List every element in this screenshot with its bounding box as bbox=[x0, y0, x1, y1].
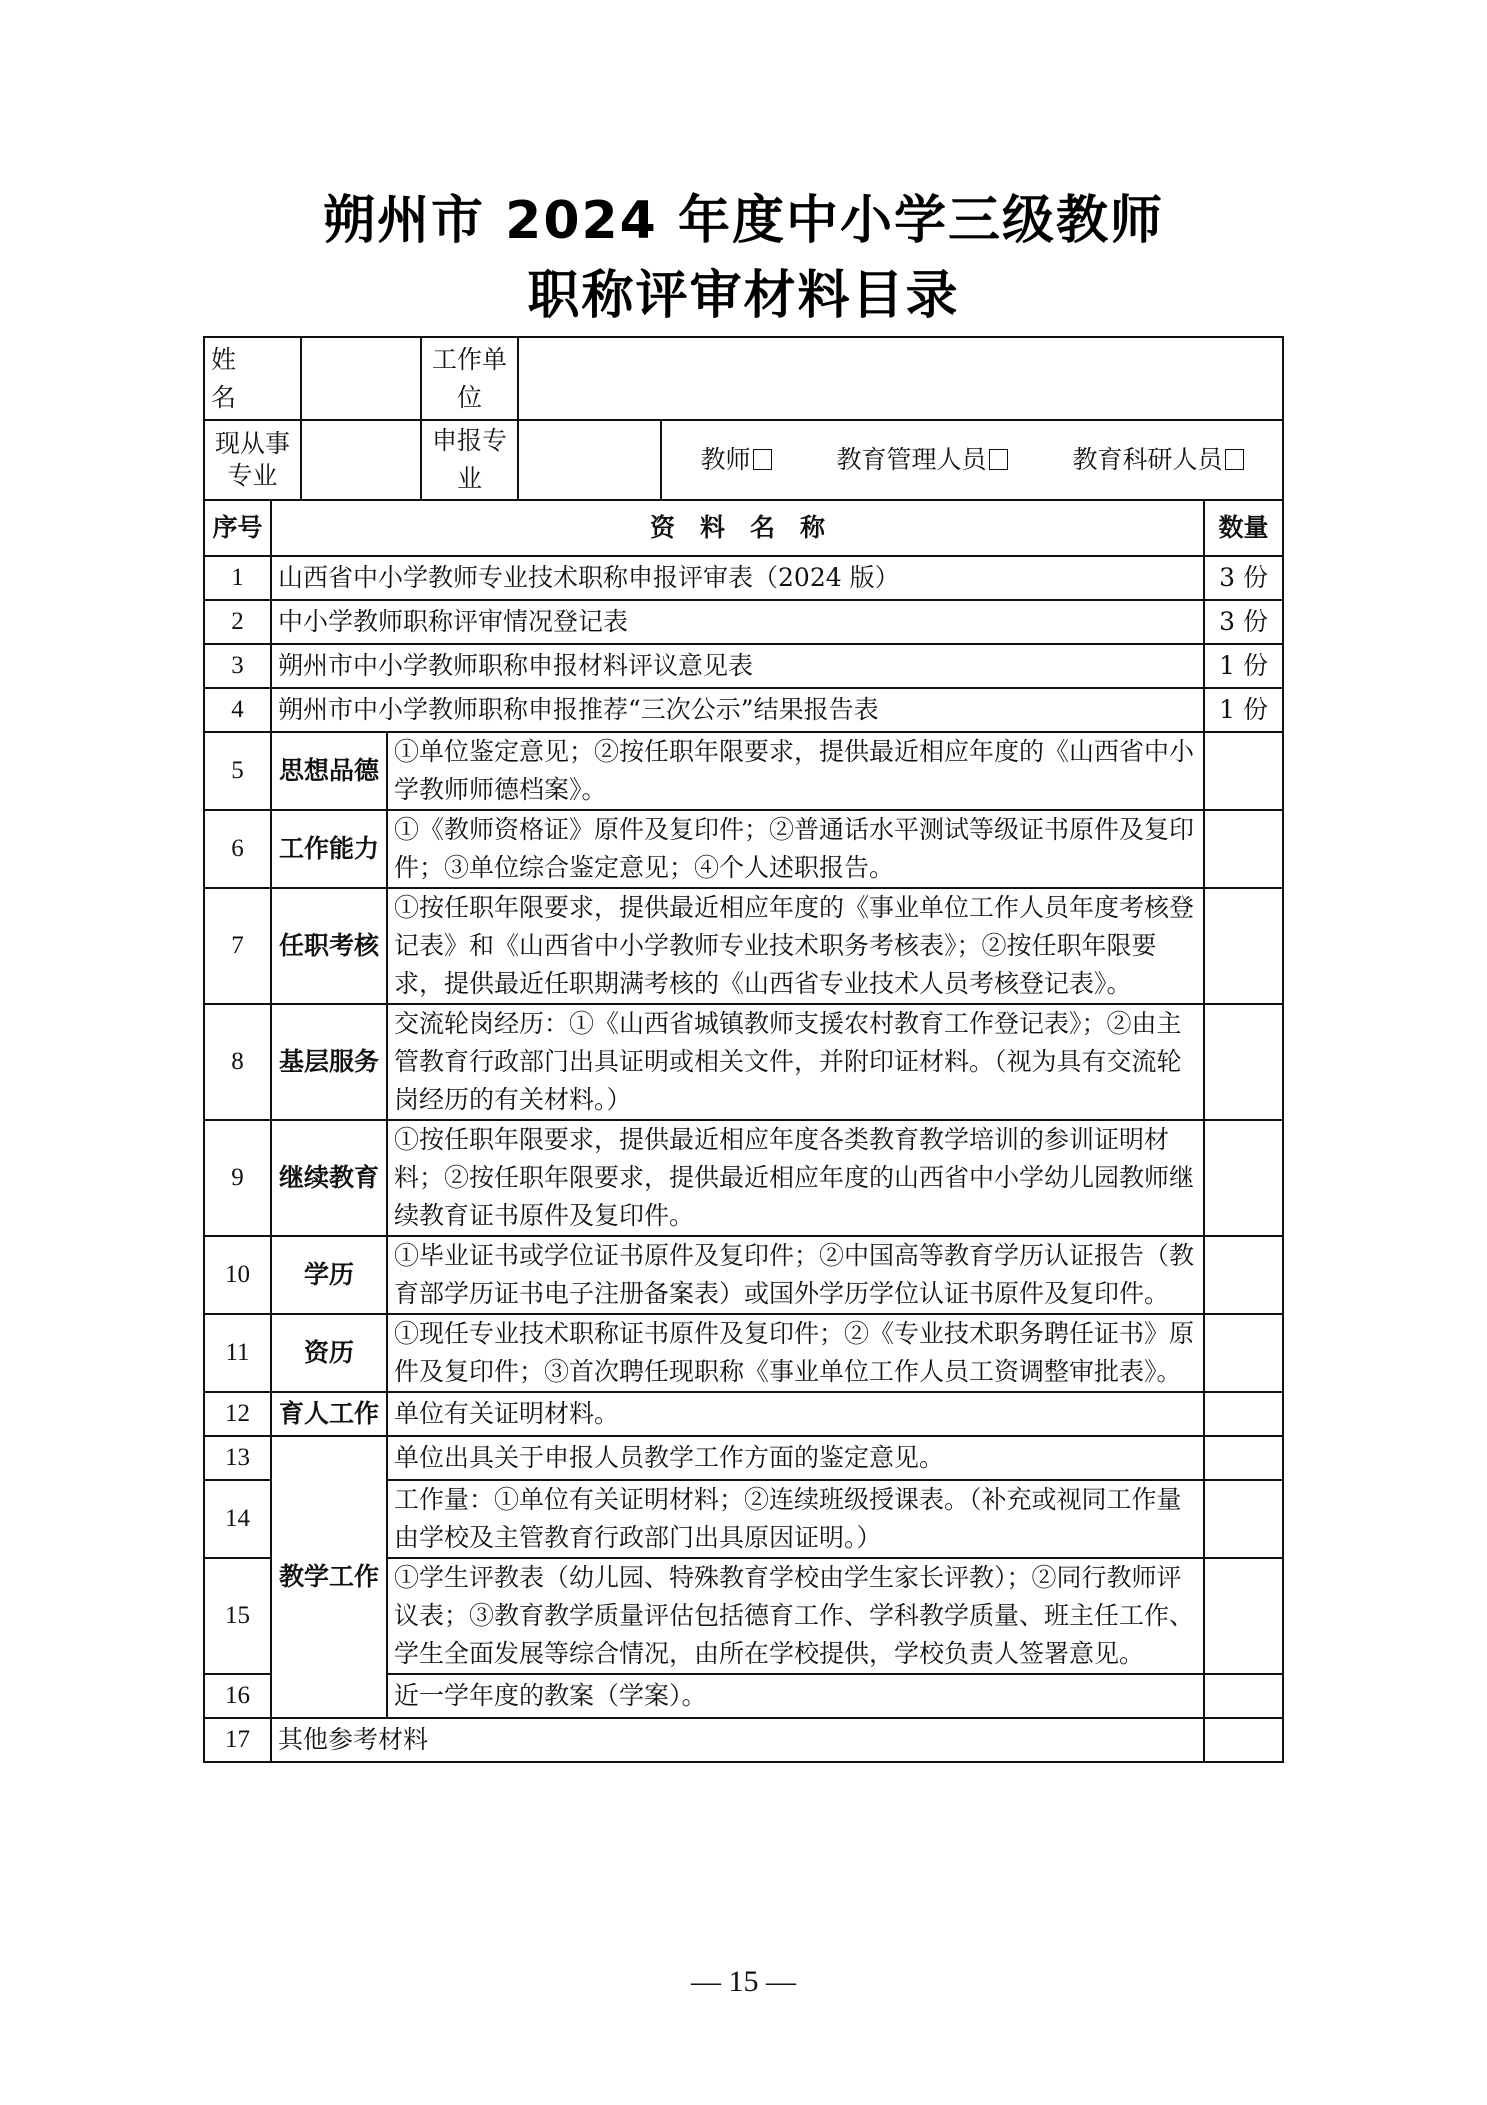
row-seq: 16 bbox=[204, 1674, 271, 1718]
column-header-row bbox=[204, 500, 1283, 556]
row-content: ①现任专业技术职称证书原件及复印件；②《专业技术职务聘任证书》原件及复印件；③首次聘任现职称《事业单位工作人员工资调整审批表》。 bbox=[387, 1314, 1204, 1392]
row-category: 工作能力 bbox=[271, 810, 387, 888]
table-row bbox=[204, 888, 1283, 1004]
column-header-name: 资 料 名 称 bbox=[271, 500, 1204, 556]
declared-major-label: 申报专业 bbox=[421, 420, 518, 500]
materials-catalog-table bbox=[203, 336, 1284, 1763]
document-title-line-2: 职称评审材料目录 bbox=[527, 266, 960, 326]
row-category: 学历 bbox=[271, 1236, 387, 1314]
header-row-name bbox=[204, 337, 1283, 420]
row-content: 中小学教师职称评审情况登记表 bbox=[271, 600, 1204, 644]
checkbox-icon[interactable] bbox=[753, 449, 772, 470]
row-seq: 12 bbox=[204, 1392, 271, 1436]
table-row bbox=[204, 1436, 1283, 1480]
table-row bbox=[204, 1004, 1283, 1120]
row-qty[interactable] bbox=[1204, 1392, 1283, 1436]
table-row bbox=[204, 600, 1283, 644]
table-row bbox=[204, 1392, 1283, 1436]
row-seq: 6 bbox=[204, 810, 271, 888]
row-content: 朔州市中小学教师职称申报推荐“三次公示”结果报告表 bbox=[271, 688, 1204, 732]
row-seq: 1 bbox=[204, 556, 271, 600]
row-seq: 9 bbox=[204, 1120, 271, 1236]
row-qty[interactable] bbox=[1204, 1480, 1283, 1558]
row-category: 教学工作 bbox=[271, 1436, 387, 1718]
row-qty[interactable] bbox=[1204, 1436, 1283, 1480]
table-row bbox=[204, 556, 1283, 600]
current-major-label: 现从事专业 bbox=[204, 420, 301, 500]
row-content: 朔州市中小学教师职称申报材料评议意见表 bbox=[271, 644, 1204, 688]
table-row bbox=[204, 1236, 1283, 1314]
row-qty[interactable] bbox=[1204, 1674, 1283, 1718]
work-unit-label: 工作单位 bbox=[421, 337, 518, 420]
row-content: ①单位鉴定意见；②按任职年限要求，提供最近相应年度的《山西省中小学教师师德档案》。 bbox=[387, 732, 1204, 810]
table-row bbox=[204, 810, 1283, 888]
row-qty[interactable] bbox=[1204, 1558, 1283, 1674]
row-category: 资历 bbox=[271, 1314, 387, 1392]
work-unit-field[interactable] bbox=[518, 337, 1283, 420]
row-content: ①按任职年限要求，提供最近相应年度各类教育教学培训的参训证明材料；②按任职年限要求，提供最近相应年度的山西省中小学幼儿园教师继续教育证书原件及复印件。 bbox=[387, 1120, 1204, 1236]
row-seq: 11 bbox=[204, 1314, 271, 1392]
row-content: 单位有关证明材料。 bbox=[387, 1392, 1204, 1436]
row-category: 思想品德 bbox=[271, 732, 387, 810]
row-content: ①学生评教表（幼儿园、特殊教育学校由学生家长评教）；②同行教师评议表；③教育教学质量评估包括德育工作、学科教学质量、班主任工作、学生全面发展等综合情况，由所在学校提供，学校负责人签署意见。 bbox=[387, 1558, 1204, 1674]
document-title-line-1: 朔州市 2024 年度中小学三级教师 bbox=[323, 191, 1164, 251]
row-category: 基层服务 bbox=[271, 1004, 387, 1120]
row-seq: 2 bbox=[204, 600, 271, 644]
row-seq: 10 bbox=[204, 1236, 271, 1314]
row-content: 近一学年度的教案（学案）。 bbox=[387, 1674, 1204, 1718]
row-category: 育人工作 bbox=[271, 1392, 387, 1436]
row-content: 其他参考材料 bbox=[271, 1718, 1204, 1762]
table-row bbox=[204, 644, 1283, 688]
row-seq: 3 bbox=[204, 644, 271, 688]
row-qty[interactable]: 1 份 bbox=[1204, 688, 1283, 732]
row-content: 工作量：①单位有关证明材料；②连续班级授课表。（补充或视同工作量由学校及主管教育行政部门出具原因证明。） bbox=[387, 1480, 1204, 1558]
column-header-seq: 序号 bbox=[204, 500, 271, 556]
option-1 bbox=[837, 441, 1008, 479]
option-label: 教育科研人员 bbox=[1072, 445, 1223, 474]
row-category: 任职考核 bbox=[271, 888, 387, 1004]
column-header-qty: 数量 bbox=[1204, 500, 1283, 556]
row-qty[interactable]: 1 份 bbox=[1204, 644, 1283, 688]
row-seq: 4 bbox=[204, 688, 271, 732]
row-qty[interactable] bbox=[1204, 810, 1283, 888]
row-content: 单位出具关于申报人员教学工作方面的鉴定意见。 bbox=[387, 1436, 1204, 1480]
name-label: 姓 名 bbox=[204, 337, 301, 420]
row-seq: 17 bbox=[204, 1718, 271, 1762]
row-qty[interactable] bbox=[1204, 1314, 1283, 1392]
row-seq: 8 bbox=[204, 1004, 271, 1120]
option-label: 教师 bbox=[700, 445, 751, 474]
row-content: ①毕业证书或学位证书原件及复印件；②中国高等教育学历认证报告（教育部学历证书电子注册备案表）或国外学历学位认证书原件及复印件。 bbox=[387, 1236, 1204, 1314]
table-row bbox=[204, 1314, 1283, 1392]
row-qty[interactable] bbox=[1204, 1236, 1283, 1314]
row-qty[interactable] bbox=[1204, 732, 1283, 810]
row-qty[interactable]: 3 份 bbox=[1204, 556, 1283, 600]
option-label: 教育管理人员 bbox=[836, 445, 987, 474]
current-major-field[interactable] bbox=[301, 420, 421, 500]
row-qty[interactable] bbox=[1204, 888, 1283, 1004]
row-qty[interactable] bbox=[1204, 1718, 1283, 1762]
row-qty[interactable] bbox=[1204, 1004, 1283, 1120]
table-row bbox=[204, 688, 1283, 732]
row-seq: 13 bbox=[204, 1436, 271, 1480]
row-seq: 5 bbox=[204, 732, 271, 810]
declared-major-field[interactable] bbox=[518, 420, 661, 500]
name-field[interactable] bbox=[301, 337, 421, 420]
personnel-type-options bbox=[661, 420, 1283, 500]
row-qty[interactable]: 3 份 bbox=[1204, 600, 1283, 644]
row-category: 继续教育 bbox=[271, 1120, 387, 1236]
row-content: ①按任职年限要求，提供最近相应年度的《事业单位工作人员年度考核登记表》和《山西省中小学教师专业技术职务考核表》；②按任职年限要求，提供最近任职期满考核的《山西省专业技术人员考核登记表》。 bbox=[387, 888, 1204, 1004]
row-content: 山西省中小学教师专业技术职称申报评审表（2024 版） bbox=[271, 556, 1204, 600]
option-2 bbox=[1073, 441, 1244, 479]
row-qty[interactable] bbox=[1204, 1120, 1283, 1236]
table-row bbox=[204, 1718, 1283, 1762]
header-row-major bbox=[204, 420, 1283, 500]
row-seq: 14 bbox=[204, 1480, 271, 1558]
option-0 bbox=[701, 441, 772, 479]
table-row bbox=[204, 1120, 1283, 1236]
checkbox-icon[interactable] bbox=[989, 449, 1008, 470]
checkbox-icon[interactable] bbox=[1225, 449, 1244, 470]
page-number: — 15 — bbox=[691, 1965, 796, 1998]
row-content: 交流轮岗经历：①《山西省城镇教师支援农村教育工作登记表》；②由主管教育行政部门出具证明或相关文件，并附印证材料。（视为具有交流轮岗经历的有关材料。） bbox=[387, 1004, 1204, 1120]
table-row bbox=[204, 732, 1283, 810]
row-seq: 7 bbox=[204, 888, 271, 1004]
row-seq: 15 bbox=[204, 1558, 271, 1674]
row-content: ①《教师资格证》原件及复印件；②普通话水平测试等级证书原件及复印件；③单位综合鉴定意见；④个人述职报告。 bbox=[387, 810, 1204, 888]
